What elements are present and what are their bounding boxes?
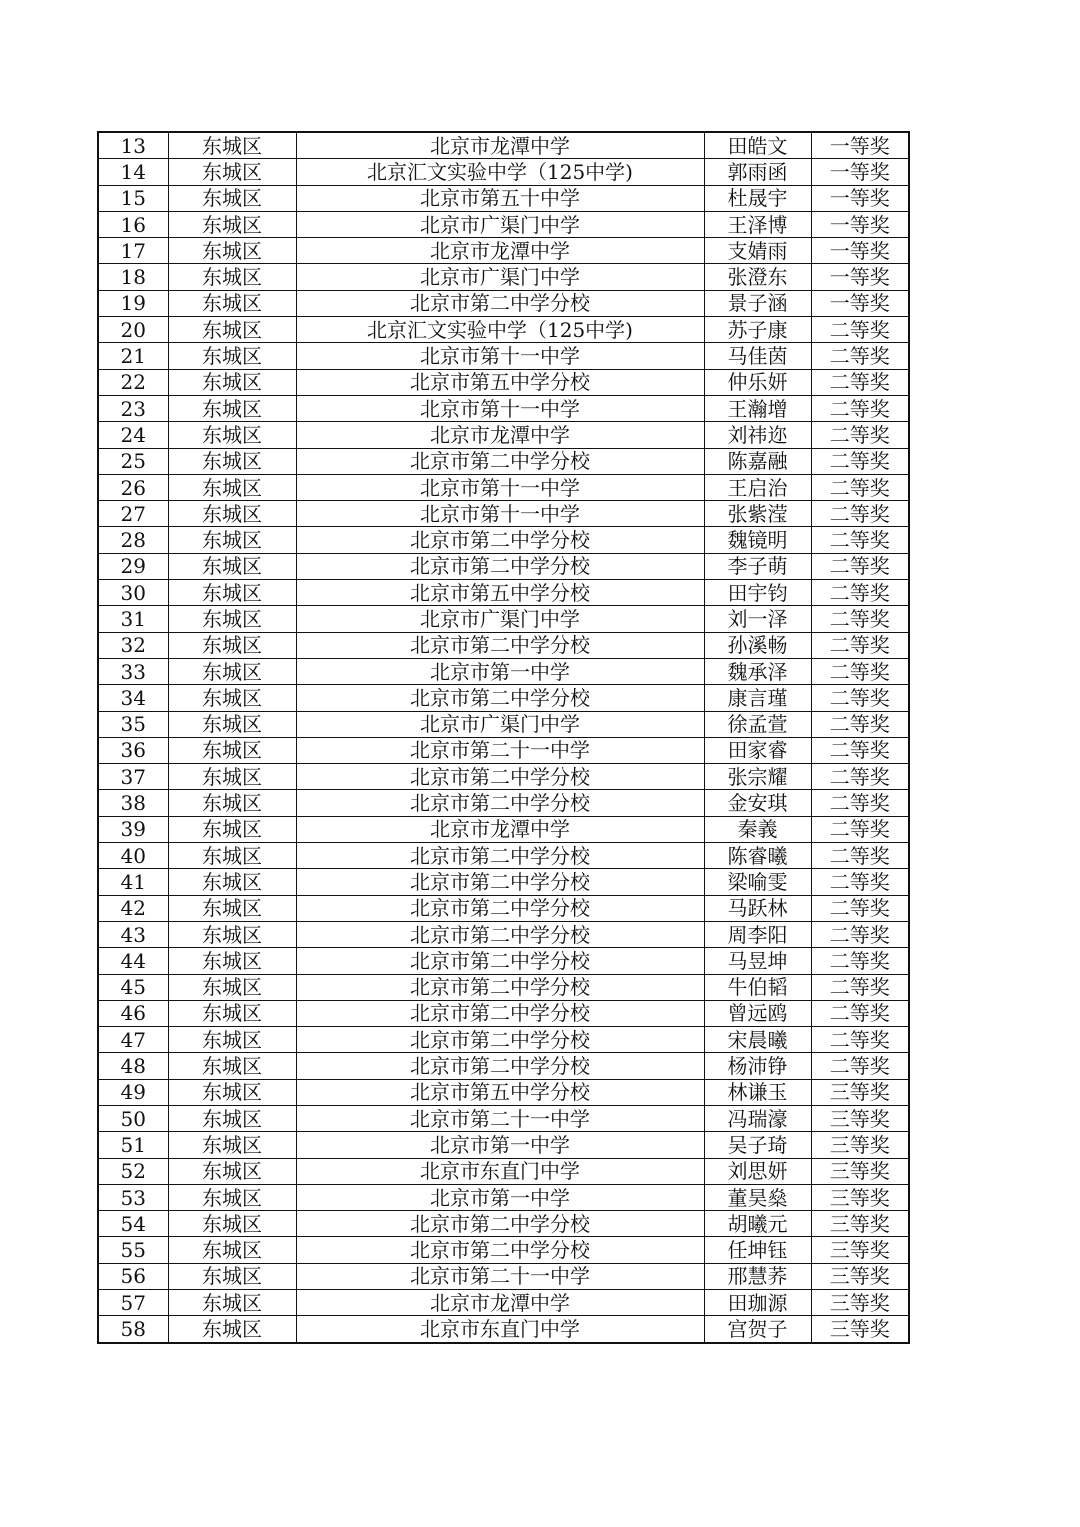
table-row bbox=[98, 606, 909, 632]
district-cell: 东城区 bbox=[168, 632, 296, 658]
school-cell: 北京市龙潭中学 bbox=[296, 1290, 704, 1316]
award-level-cell: 二等奖 bbox=[811, 369, 909, 395]
award-level-cell: 二等奖 bbox=[811, 790, 909, 816]
table-row bbox=[98, 1316, 909, 1343]
row-number-cell: 21 bbox=[98, 343, 168, 369]
award-level-cell: 二等奖 bbox=[811, 895, 909, 921]
student-name-cell: 陈嘉融 bbox=[704, 448, 811, 474]
student-name-cell: 景子涵 bbox=[704, 290, 811, 316]
district-cell: 东城区 bbox=[168, 606, 296, 632]
school-cell: 北京市第二中学分校 bbox=[296, 843, 704, 869]
district-cell: 东城区 bbox=[168, 948, 296, 974]
school-cell: 北京市第二中学分校 bbox=[296, 974, 704, 1000]
table-row bbox=[98, 737, 909, 763]
school-cell: 北京市第二十一中学 bbox=[296, 1263, 704, 1289]
row-number-cell: 46 bbox=[98, 1000, 168, 1026]
table-row bbox=[98, 553, 909, 579]
student-name-cell: 苏子康 bbox=[704, 317, 811, 343]
school-cell: 北京市第二中学分校 bbox=[296, 764, 704, 790]
table-row bbox=[98, 159, 909, 185]
table-row bbox=[98, 474, 909, 500]
school-cell: 北京市第二中学分校 bbox=[296, 527, 704, 553]
award-level-cell: 三等奖 bbox=[811, 1211, 909, 1237]
award-level-cell: 二等奖 bbox=[811, 869, 909, 895]
award-level-cell: 二等奖 bbox=[811, 474, 909, 500]
school-cell: 北京市第二十一中学 bbox=[296, 737, 704, 763]
school-cell: 北京汇文实验中学（125中学) bbox=[296, 159, 704, 185]
student-name-cell: 魏承泽 bbox=[704, 658, 811, 684]
student-name-cell: 杨沛铮 bbox=[704, 1053, 811, 1079]
school-cell: 北京市第二中学分校 bbox=[296, 685, 704, 711]
row-number-cell: 40 bbox=[98, 843, 168, 869]
row-number-cell: 56 bbox=[98, 1263, 168, 1289]
student-name-cell: 牛伯韬 bbox=[704, 974, 811, 1000]
school-cell: 北京市龙潭中学 bbox=[296, 238, 704, 264]
table-row bbox=[98, 685, 909, 711]
district-cell: 东城区 bbox=[168, 843, 296, 869]
student-name-cell: 田皓文 bbox=[704, 132, 811, 159]
table-row bbox=[98, 238, 909, 264]
district-cell: 东城区 bbox=[168, 685, 296, 711]
award-level-cell: 三等奖 bbox=[811, 1237, 909, 1263]
student-name-cell: 马佳茵 bbox=[704, 343, 811, 369]
student-name-cell: 支婧雨 bbox=[704, 238, 811, 264]
district-cell: 东城区 bbox=[168, 869, 296, 895]
row-number-cell: 15 bbox=[98, 185, 168, 211]
row-number-cell: 43 bbox=[98, 921, 168, 947]
district-cell: 东城区 bbox=[168, 1158, 296, 1184]
award-level-cell: 二等奖 bbox=[811, 606, 909, 632]
school-cell: 北京市东直门中学 bbox=[296, 1316, 704, 1343]
row-number-cell: 58 bbox=[98, 1316, 168, 1343]
award-level-cell: 二等奖 bbox=[811, 816, 909, 842]
district-cell: 东城区 bbox=[168, 474, 296, 500]
district-cell: 东城区 bbox=[168, 1316, 296, 1343]
school-cell: 北京市广渠门中学 bbox=[296, 211, 704, 237]
student-name-cell: 田宇钧 bbox=[704, 580, 811, 606]
school-cell: 北京市第二中学分校 bbox=[296, 948, 704, 974]
school-cell: 北京市第二中学分校 bbox=[296, 869, 704, 895]
table-row bbox=[98, 921, 909, 947]
award-level-cell: 三等奖 bbox=[811, 1263, 909, 1289]
school-cell: 北京市第二中学分校 bbox=[296, 632, 704, 658]
table-row bbox=[98, 1027, 909, 1053]
student-name-cell: 徐孟萱 bbox=[704, 711, 811, 737]
award-level-cell: 一等奖 bbox=[811, 211, 909, 237]
district-cell: 东城区 bbox=[168, 1211, 296, 1237]
table-row bbox=[98, 843, 909, 869]
table-row bbox=[98, 317, 909, 343]
district-cell: 东城区 bbox=[168, 1105, 296, 1131]
table-row bbox=[98, 527, 909, 553]
table-row bbox=[98, 369, 909, 395]
table-row bbox=[98, 264, 909, 290]
row-number-cell: 38 bbox=[98, 790, 168, 816]
student-name-cell: 宫贺子 bbox=[704, 1316, 811, 1343]
award-level-cell: 三等奖 bbox=[811, 1105, 909, 1131]
row-number-cell: 50 bbox=[98, 1105, 168, 1131]
row-number-cell: 14 bbox=[98, 159, 168, 185]
student-name-cell: 王启治 bbox=[704, 474, 811, 500]
table-row bbox=[98, 816, 909, 842]
school-cell: 北京市第二中学分校 bbox=[296, 1027, 704, 1053]
school-cell: 北京市第五十中学 bbox=[296, 185, 704, 211]
student-name-cell: 林谦玉 bbox=[704, 1079, 811, 1105]
award-level-cell: 一等奖 bbox=[811, 238, 909, 264]
district-cell: 东城区 bbox=[168, 974, 296, 1000]
row-number-cell: 51 bbox=[98, 1132, 168, 1158]
award-level-cell: 二等奖 bbox=[811, 448, 909, 474]
row-number-cell: 44 bbox=[98, 948, 168, 974]
row-number-cell: 25 bbox=[98, 448, 168, 474]
row-number-cell: 22 bbox=[98, 369, 168, 395]
school-cell: 北京市第二中学分校 bbox=[296, 895, 704, 921]
school-cell: 北京市第十一中学 bbox=[296, 343, 704, 369]
table-row bbox=[98, 711, 909, 737]
school-cell: 北京市东直门中学 bbox=[296, 1158, 704, 1184]
table-row bbox=[98, 580, 909, 606]
table-row bbox=[98, 343, 909, 369]
student-name-cell: 周李阳 bbox=[704, 921, 811, 947]
school-cell: 北京市第十一中学 bbox=[296, 501, 704, 527]
school-cell: 北京市第五中学分校 bbox=[296, 580, 704, 606]
school-cell: 北京市广渠门中学 bbox=[296, 264, 704, 290]
district-cell: 东城区 bbox=[168, 317, 296, 343]
table-row bbox=[98, 395, 909, 421]
school-cell: 北京市第二中学分校 bbox=[296, 1053, 704, 1079]
table-row bbox=[98, 290, 909, 316]
district-cell: 东城区 bbox=[168, 290, 296, 316]
row-number-cell: 27 bbox=[98, 501, 168, 527]
row-number-cell: 57 bbox=[98, 1290, 168, 1316]
award-level-cell: 二等奖 bbox=[811, 658, 909, 684]
student-name-cell: 董昊燊 bbox=[704, 1184, 811, 1210]
student-name-cell: 吴子琦 bbox=[704, 1132, 811, 1158]
student-name-cell: 魏镜明 bbox=[704, 527, 811, 553]
award-level-cell: 二等奖 bbox=[811, 764, 909, 790]
award-level-cell: 三等奖 bbox=[811, 1316, 909, 1343]
table-row bbox=[98, 1053, 909, 1079]
school-cell: 北京市第二中学分校 bbox=[296, 1237, 704, 1263]
school-cell: 北京市第一中学 bbox=[296, 1184, 704, 1210]
district-cell: 东城区 bbox=[168, 1027, 296, 1053]
award-level-cell: 二等奖 bbox=[811, 1027, 909, 1053]
row-number-cell: 54 bbox=[98, 1211, 168, 1237]
school-cell: 北京市第二中学分校 bbox=[296, 448, 704, 474]
row-number-cell: 42 bbox=[98, 895, 168, 921]
district-cell: 东城区 bbox=[168, 501, 296, 527]
school-cell: 北京市第一中学 bbox=[296, 1132, 704, 1158]
district-cell: 东城区 bbox=[168, 185, 296, 211]
award-level-cell: 二等奖 bbox=[811, 395, 909, 421]
row-number-cell: 55 bbox=[98, 1237, 168, 1263]
district-cell: 东城区 bbox=[168, 395, 296, 421]
table-row bbox=[98, 1211, 909, 1237]
award-level-cell: 二等奖 bbox=[811, 685, 909, 711]
award-level-cell: 一等奖 bbox=[811, 264, 909, 290]
award-level-cell: 二等奖 bbox=[811, 632, 909, 658]
table-row bbox=[98, 185, 909, 211]
row-number-cell: 23 bbox=[98, 395, 168, 421]
table-row bbox=[98, 211, 909, 237]
row-number-cell: 32 bbox=[98, 632, 168, 658]
school-cell: 北京市第十一中学 bbox=[296, 474, 704, 500]
school-cell: 北京市龙潭中学 bbox=[296, 132, 704, 159]
district-cell: 东城区 bbox=[168, 1184, 296, 1210]
student-name-cell: 马昱坤 bbox=[704, 948, 811, 974]
school-cell: 北京市广渠门中学 bbox=[296, 606, 704, 632]
school-cell: 北京市第二中学分校 bbox=[296, 1211, 704, 1237]
district-cell: 东城区 bbox=[168, 816, 296, 842]
district-cell: 东城区 bbox=[168, 1263, 296, 1289]
row-number-cell: 45 bbox=[98, 974, 168, 1000]
table-row bbox=[98, 974, 909, 1000]
table-row bbox=[98, 1184, 909, 1210]
table-row bbox=[98, 501, 909, 527]
row-number-cell: 29 bbox=[98, 553, 168, 579]
student-name-cell: 刘一泽 bbox=[704, 606, 811, 632]
district-cell: 东城区 bbox=[168, 369, 296, 395]
district-cell: 东城区 bbox=[168, 921, 296, 947]
award-level-cell: 三等奖 bbox=[811, 1158, 909, 1184]
district-cell: 东城区 bbox=[168, 343, 296, 369]
row-number-cell: 49 bbox=[98, 1079, 168, 1105]
table-row bbox=[98, 1237, 909, 1263]
district-cell: 东城区 bbox=[168, 658, 296, 684]
row-number-cell: 24 bbox=[98, 422, 168, 448]
student-name-cell: 康言瑾 bbox=[704, 685, 811, 711]
student-name-cell: 郭雨函 bbox=[704, 159, 811, 185]
student-name-cell: 任坤钰 bbox=[704, 1237, 811, 1263]
school-cell: 北京市龙潭中学 bbox=[296, 422, 704, 448]
student-name-cell: 李子萌 bbox=[704, 553, 811, 579]
district-cell: 东城区 bbox=[168, 711, 296, 737]
table-row bbox=[98, 764, 909, 790]
award-level-cell: 二等奖 bbox=[811, 1053, 909, 1079]
row-number-cell: 30 bbox=[98, 580, 168, 606]
student-name-cell: 陈睿曦 bbox=[704, 843, 811, 869]
student-name-cell: 金安琪 bbox=[704, 790, 811, 816]
award-level-cell: 一等奖 bbox=[811, 185, 909, 211]
table-row bbox=[98, 790, 909, 816]
award-level-cell: 二等奖 bbox=[811, 501, 909, 527]
row-number-cell: 17 bbox=[98, 238, 168, 264]
student-name-cell: 宋晨曦 bbox=[704, 1027, 811, 1053]
school-cell: 北京市第二中学分校 bbox=[296, 1000, 704, 1026]
award-table-body bbox=[98, 132, 909, 1343]
award-level-cell: 二等奖 bbox=[811, 1000, 909, 1026]
award-list-sheet bbox=[97, 131, 908, 1344]
row-number-cell: 53 bbox=[98, 1184, 168, 1210]
row-number-cell: 18 bbox=[98, 264, 168, 290]
student-name-cell: 冯瑞濠 bbox=[704, 1105, 811, 1131]
award-level-cell: 一等奖 bbox=[811, 132, 909, 159]
district-cell: 东城区 bbox=[168, 764, 296, 790]
award-level-cell: 一等奖 bbox=[811, 159, 909, 185]
school-cell: 北京市第十一中学 bbox=[296, 395, 704, 421]
district-cell: 东城区 bbox=[168, 527, 296, 553]
award-level-cell: 二等奖 bbox=[811, 422, 909, 448]
school-cell: 北京汇文实验中学（125中学) bbox=[296, 317, 704, 343]
row-number-cell: 41 bbox=[98, 869, 168, 895]
district-cell: 东城区 bbox=[168, 1000, 296, 1026]
district-cell: 东城区 bbox=[168, 553, 296, 579]
table-row bbox=[98, 1290, 909, 1316]
school-cell: 北京市第二中学分校 bbox=[296, 921, 704, 947]
student-name-cell: 梁喻雯 bbox=[704, 869, 811, 895]
student-name-cell: 刘祎迩 bbox=[704, 422, 811, 448]
row-number-cell: 19 bbox=[98, 290, 168, 316]
row-number-cell: 37 bbox=[98, 764, 168, 790]
award-level-cell: 二等奖 bbox=[811, 843, 909, 869]
district-cell: 东城区 bbox=[168, 1132, 296, 1158]
district-cell: 东城区 bbox=[168, 238, 296, 264]
table-row bbox=[98, 132, 909, 159]
table-row bbox=[98, 895, 909, 921]
row-number-cell: 28 bbox=[98, 527, 168, 553]
award-level-cell: 二等奖 bbox=[811, 317, 909, 343]
award-level-cell: 二等奖 bbox=[811, 343, 909, 369]
table-row bbox=[98, 658, 909, 684]
district-cell: 东城区 bbox=[168, 1237, 296, 1263]
table-row bbox=[98, 632, 909, 658]
table-row bbox=[98, 1158, 909, 1184]
student-name-cell: 王瀚增 bbox=[704, 395, 811, 421]
school-cell: 北京市第二中学分校 bbox=[296, 790, 704, 816]
student-name-cell: 秦義 bbox=[704, 816, 811, 842]
district-cell: 东城区 bbox=[168, 159, 296, 185]
award-level-cell: 三等奖 bbox=[811, 1132, 909, 1158]
student-name-cell: 胡曦元 bbox=[704, 1211, 811, 1237]
table-row bbox=[98, 1079, 909, 1105]
table-row bbox=[98, 422, 909, 448]
district-cell: 东城区 bbox=[168, 737, 296, 763]
student-name-cell: 田珈源 bbox=[704, 1290, 811, 1316]
row-number-cell: 47 bbox=[98, 1027, 168, 1053]
award-level-cell: 二等奖 bbox=[811, 553, 909, 579]
award-level-cell: 二等奖 bbox=[811, 711, 909, 737]
school-cell: 北京市第二中学分校 bbox=[296, 553, 704, 579]
district-cell: 东城区 bbox=[168, 132, 296, 159]
table-row bbox=[98, 1105, 909, 1131]
award-table bbox=[97, 131, 910, 1344]
district-cell: 东城区 bbox=[168, 422, 296, 448]
student-name-cell: 张澄东 bbox=[704, 264, 811, 290]
award-level-cell: 三等奖 bbox=[811, 1290, 909, 1316]
student-name-cell: 王泽博 bbox=[704, 211, 811, 237]
award-level-cell: 三等奖 bbox=[811, 1079, 909, 1105]
award-level-cell: 二等奖 bbox=[811, 948, 909, 974]
row-number-cell: 31 bbox=[98, 606, 168, 632]
row-number-cell: 33 bbox=[98, 658, 168, 684]
school-cell: 北京市第二中学分校 bbox=[296, 290, 704, 316]
student-name-cell: 田家睿 bbox=[704, 737, 811, 763]
school-cell: 北京市第五中学分校 bbox=[296, 369, 704, 395]
table-row bbox=[98, 948, 909, 974]
district-cell: 东城区 bbox=[168, 264, 296, 290]
school-cell: 北京市广渠门中学 bbox=[296, 711, 704, 737]
school-cell: 北京市龙潭中学 bbox=[296, 816, 704, 842]
district-cell: 东城区 bbox=[168, 580, 296, 606]
row-number-cell: 36 bbox=[98, 737, 168, 763]
student-name-cell: 张宗耀 bbox=[704, 764, 811, 790]
student-name-cell: 邢慧荞 bbox=[704, 1263, 811, 1289]
table-row bbox=[98, 869, 909, 895]
row-number-cell: 52 bbox=[98, 1158, 168, 1184]
table-row bbox=[98, 1132, 909, 1158]
award-level-cell: 三等奖 bbox=[811, 1184, 909, 1210]
award-level-cell: 二等奖 bbox=[811, 921, 909, 947]
award-level-cell: 二等奖 bbox=[811, 527, 909, 553]
row-number-cell: 35 bbox=[98, 711, 168, 737]
district-cell: 东城区 bbox=[168, 790, 296, 816]
student-name-cell: 曾远鸥 bbox=[704, 1000, 811, 1026]
district-cell: 东城区 bbox=[168, 1079, 296, 1105]
row-number-cell: 16 bbox=[98, 211, 168, 237]
student-name-cell: 仲乐妍 bbox=[704, 369, 811, 395]
district-cell: 东城区 bbox=[168, 211, 296, 237]
district-cell: 东城区 bbox=[168, 895, 296, 921]
student-name-cell: 刘思妍 bbox=[704, 1158, 811, 1184]
award-level-cell: 二等奖 bbox=[811, 974, 909, 1000]
award-level-cell: 一等奖 bbox=[811, 290, 909, 316]
district-cell: 东城区 bbox=[168, 448, 296, 474]
student-name-cell: 孙溪畅 bbox=[704, 632, 811, 658]
row-number-cell: 48 bbox=[98, 1053, 168, 1079]
row-number-cell: 20 bbox=[98, 317, 168, 343]
district-cell: 东城区 bbox=[168, 1053, 296, 1079]
row-number-cell: 39 bbox=[98, 816, 168, 842]
award-level-cell: 二等奖 bbox=[811, 737, 909, 763]
table-row bbox=[98, 1263, 909, 1289]
student-name-cell: 杜晟宇 bbox=[704, 185, 811, 211]
table-row bbox=[98, 1000, 909, 1026]
school-cell: 北京市第二十一中学 bbox=[296, 1105, 704, 1131]
student-name-cell: 马跃林 bbox=[704, 895, 811, 921]
district-cell: 东城区 bbox=[168, 1290, 296, 1316]
school-cell: 北京市第一中学 bbox=[296, 658, 704, 684]
row-number-cell: 34 bbox=[98, 685, 168, 711]
award-level-cell: 二等奖 bbox=[811, 580, 909, 606]
row-number-cell: 26 bbox=[98, 474, 168, 500]
school-cell: 北京市第五中学分校 bbox=[296, 1079, 704, 1105]
row-number-cell: 13 bbox=[98, 132, 168, 159]
student-name-cell: 张紫滢 bbox=[704, 501, 811, 527]
table-row bbox=[98, 448, 909, 474]
